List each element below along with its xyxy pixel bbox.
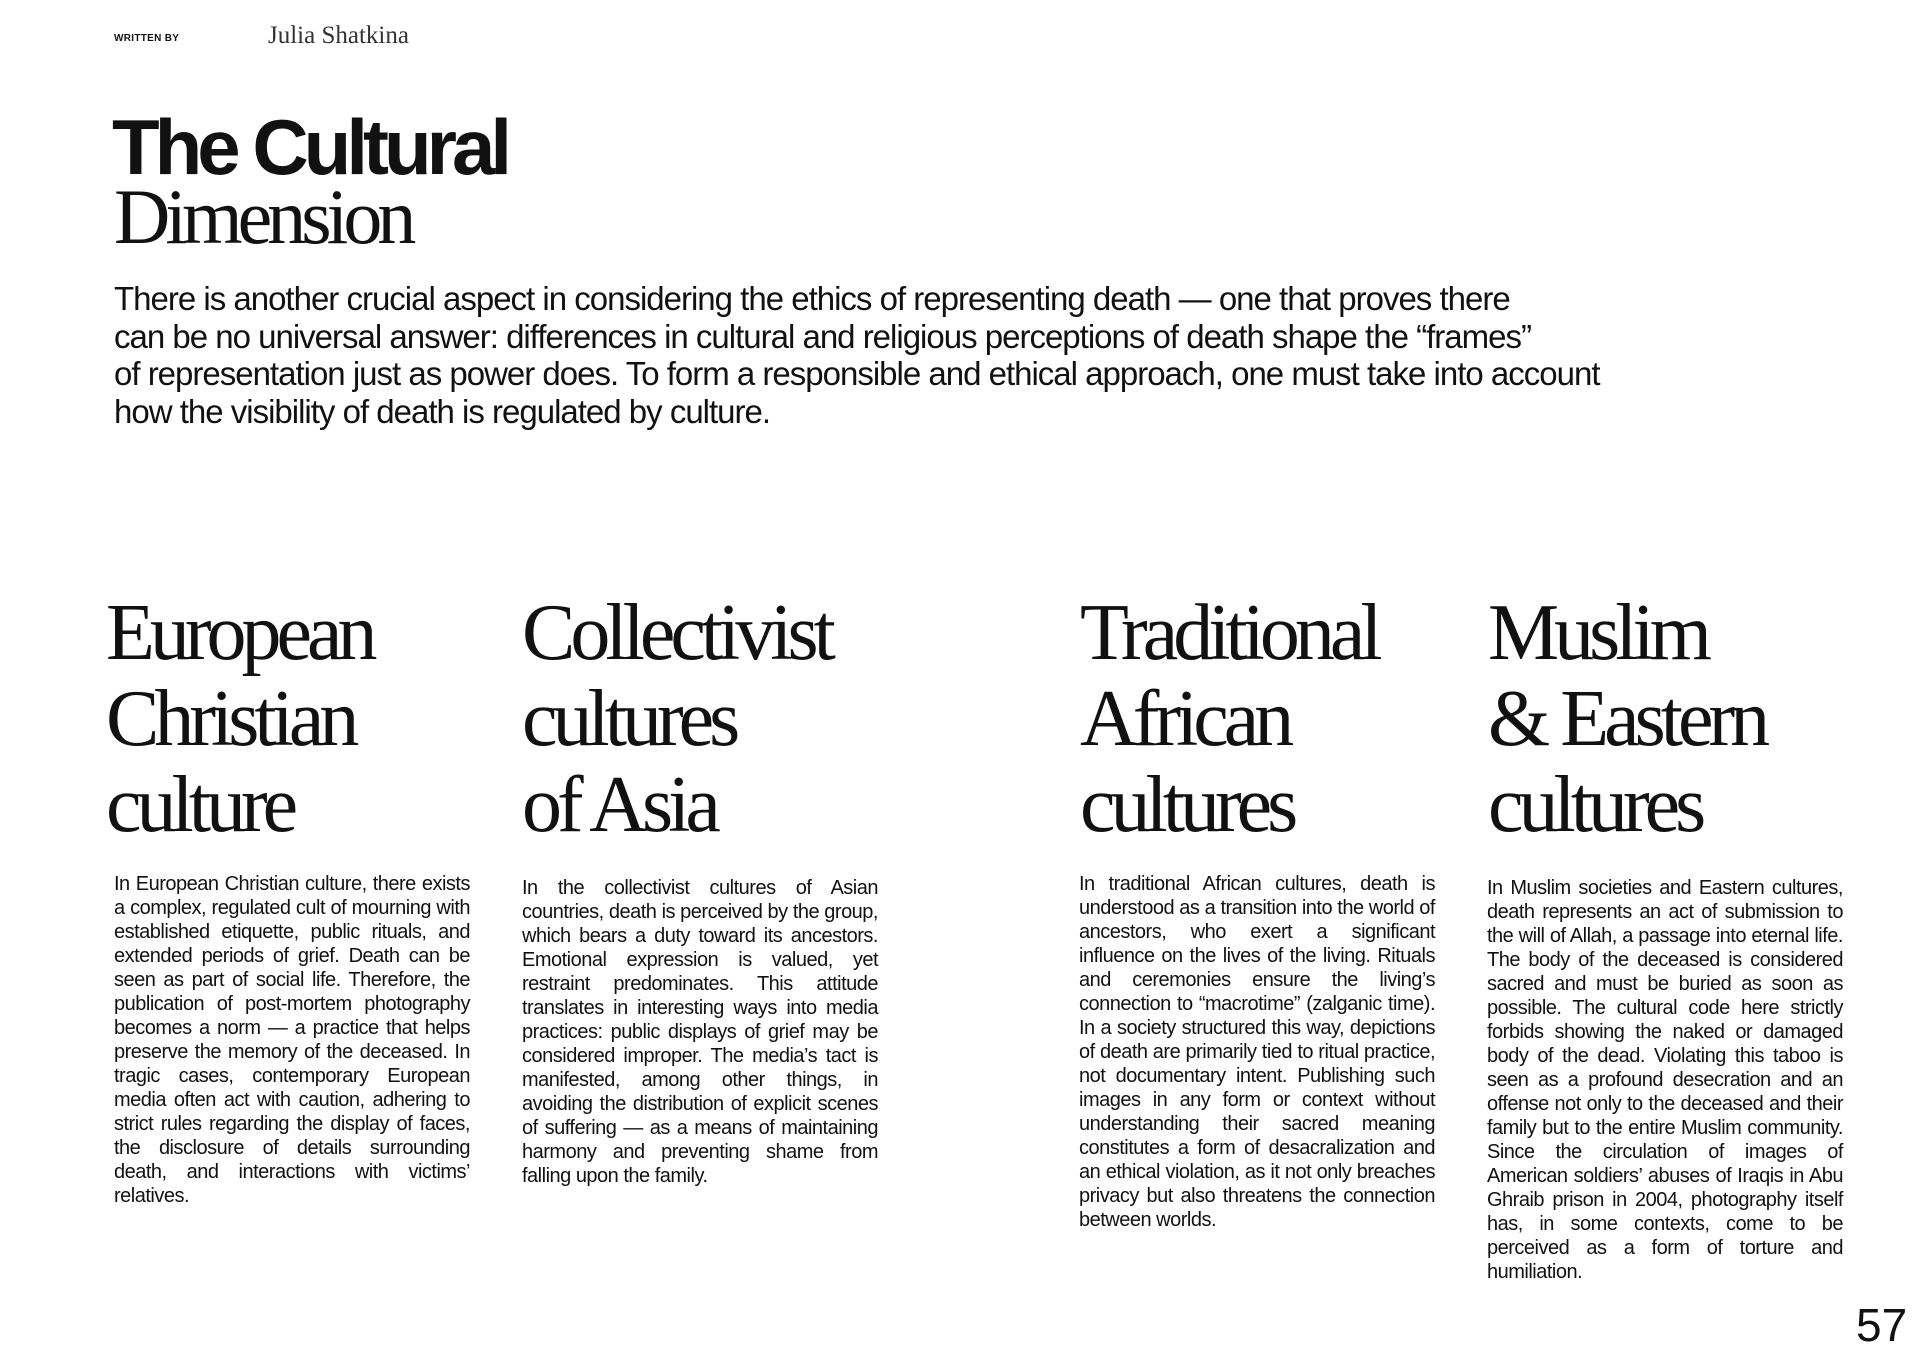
page-title-bold: The Cultural xyxy=(112,103,508,191)
heading-line: Christian xyxy=(106,675,355,763)
column-heading-asia xyxy=(522,590,831,848)
byline-author: Julia Shatkina xyxy=(268,22,409,49)
heading-line: Muslim xyxy=(1488,589,1707,677)
column-heading-african xyxy=(1080,590,1378,848)
column-body-african: In traditional African cultures, death is understood as a transition into the world of ancestors, who exert a significant influence on the lives of the living. Rituals and ceremonies ensure the living’s connection to “macrotime” (zalganic time). In a society structured this way, depictions of death are primarily tied to ritual practice, not documentary intent. Publishing such images in any form or context without understanding their sacred meaning constitutes a form of desacralization and an ethical violation, as it not only breaches privacy but also threatens the connection between worlds. xyxy=(1079,873,1435,1231)
heading-line: African xyxy=(1080,675,1290,763)
page-title-serif: Dimension xyxy=(114,173,412,260)
lede-paragraph xyxy=(114,280,1754,430)
column-heading-european xyxy=(106,590,373,848)
lede-line: of representation just as power does. To form a responsible and ethical approach, one must take into account xyxy=(114,355,1600,392)
column-heading-muslim xyxy=(1488,590,1765,848)
heading-line: Collectivist xyxy=(522,589,831,677)
byline-label: WRITTEN BY xyxy=(114,33,180,44)
column-body-asia: In the collectivist cultures of Asian countries, death is perceived by the group, which bears a duty toward its ancestors. Emotional expression is valued, yet restraint predominates. This attitude translates in interesting ways into media practices: public displays of grief may be considered improper. The media’s tact is manifested, among other things, in avoiding the distribution of explicit scenes of suffering — as a means of maintaining harmony and preventing shame from falling upon the family. xyxy=(522,877,878,1187)
heading-line: cultures xyxy=(522,675,736,763)
lede-line: can be no universal answer: differences in cultural and religious perceptions of death shape the “frames” xyxy=(114,317,1531,355)
heading-line: Traditional xyxy=(1080,589,1378,677)
heading-line: cultures xyxy=(1080,761,1294,849)
heading-line: & Eastern xyxy=(1488,675,1766,763)
heading-line: cultures xyxy=(1488,761,1702,849)
heading-line: of Asia xyxy=(522,761,716,849)
lede-line: how the visibility of death is regulated by culture. xyxy=(114,392,771,430)
page-number: 57 xyxy=(1856,1299,1908,1351)
column-body-muslim: In Muslim societies and Eastern cultures, death represents an act of submission to the will of Allah, a passage into eternal life. The body of the deceased is considered sacred and must be buried as soon as possible. The cultural code here strictly forbids showing the naked or damaged body of the dead. Violating this taboo is seen as a profound desecration and an offense not only to the deceased and their family but to the entire Muslim community. Since the circulation of images of American soldiers’ abuses of Iraqis in Abu Ghraib prison in 2004, photography itself has, in some contexts, come to be perceived as a form of torture and humiliation. xyxy=(1487,877,1843,1283)
lede-line: There is another crucial aspect in considering the ethics of representing death — one that proves there xyxy=(114,280,1510,317)
heading-line: culture xyxy=(106,761,294,849)
column-body-european: In European Christian culture, there exists a complex, regulated cult of mourning with established etiquette, public rituals, and extended periods of grief. Death can be seen as part of social life. Therefore, the publication of post-mortem photography becomes a norm — a practice that helps preserve the memory of the deceased. In tragic cases, contemporary European media often act with caution, adhering to strict rules regarding the display of faces, the disclosure of details surrounding death, and interactions with victims’ relatives. xyxy=(114,873,470,1207)
heading-line: European xyxy=(106,589,373,677)
